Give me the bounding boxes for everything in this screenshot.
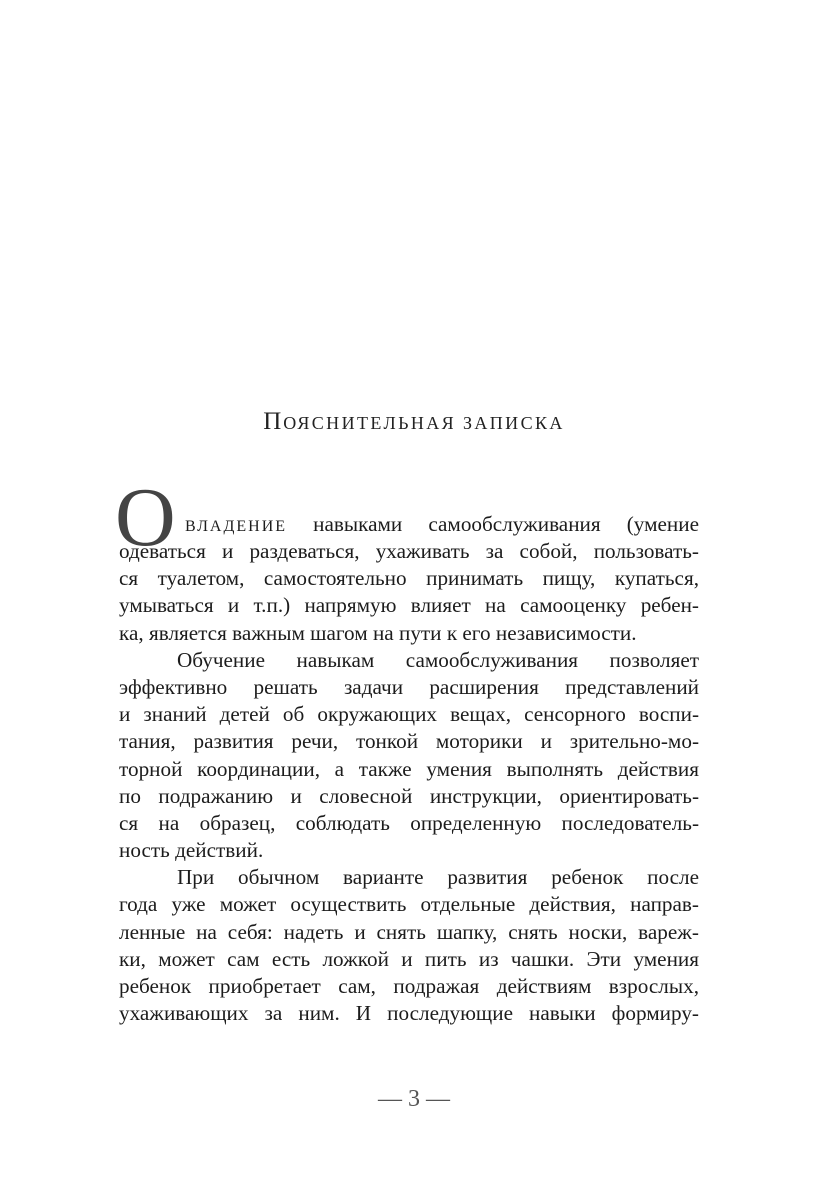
- paragraph-2-line: ность действий.: [119, 838, 264, 863]
- paragraph-2-line: по подражанию и словесной инструкции, ориентировать-: [119, 783, 699, 808]
- heading-rest: ОЯСНИТЕЛЬНАЯ ЗАПИСКА: [283, 413, 565, 433]
- paragraph-3-line: ребенок приобретает сам, подражая действиям взрослых,: [119, 974, 699, 998]
- first-line-rest: навыками самообслуживания (умение: [313, 512, 699, 536]
- paragraph-2-line: торной координации, а также умения выполнять действия: [119, 756, 699, 781]
- paragraph-1-line: ка, является важным шагом на пути к его независимости.: [119, 620, 637, 645]
- paragraph-2-line: Обучение навыкам самообслуживания позволяет: [177, 647, 699, 672]
- drop-cap: О: [115, 471, 176, 564]
- paragraph-2-line: ся на образец, соблюдать определенную последователь-: [119, 810, 699, 835]
- paragraph-3-line: ленные на себя: надеть и снять шапку, снять носки, вареж-: [119, 919, 699, 944]
- paragraph-1-line: одеваться и раздеваться, ухаживать за собой, пользовать-: [119, 539, 699, 563]
- page-number: — 3 —: [378, 1086, 450, 1112]
- body-text: [115, 471, 699, 1027]
- paragraph-3-line: года уже может осуществить отдельные действия, направ-: [119, 892, 699, 917]
- paragraph-1-line-1: [185, 511, 699, 540]
- first-word-small-caps: ВЛАДЕНИЕ: [185, 518, 288, 535]
- paragraph-3-line: ки, может сам есть ложкой и пить из чашки. Эти умения: [119, 946, 699, 971]
- section-heading: [0, 408, 828, 436]
- paragraph-2-line: тания, развития речи, тонкой моторики и зрительно-мо-: [119, 729, 699, 754]
- paragraph-2-line: и знаний детей об окружающих вещах, сенсорного воспи-: [119, 702, 699, 727]
- paragraph-3-line: При обычном варианте развития ребенок после: [177, 865, 699, 890]
- paragraph-1-line: умываться и т.п.) напрямую влияет на самооценку ребен-: [119, 593, 699, 618]
- heading-initial: П: [263, 408, 284, 435]
- paragraph-1-line: ся туалетом, самостоятельно принимать пищу, купаться,: [119, 566, 699, 591]
- paragraph-3-line: ухаживающих за ним. И последующие навыки формиру-: [119, 1001, 699, 1026]
- paragraph-2-line: эффективно решать задачи расширения представлений: [119, 674, 699, 699]
